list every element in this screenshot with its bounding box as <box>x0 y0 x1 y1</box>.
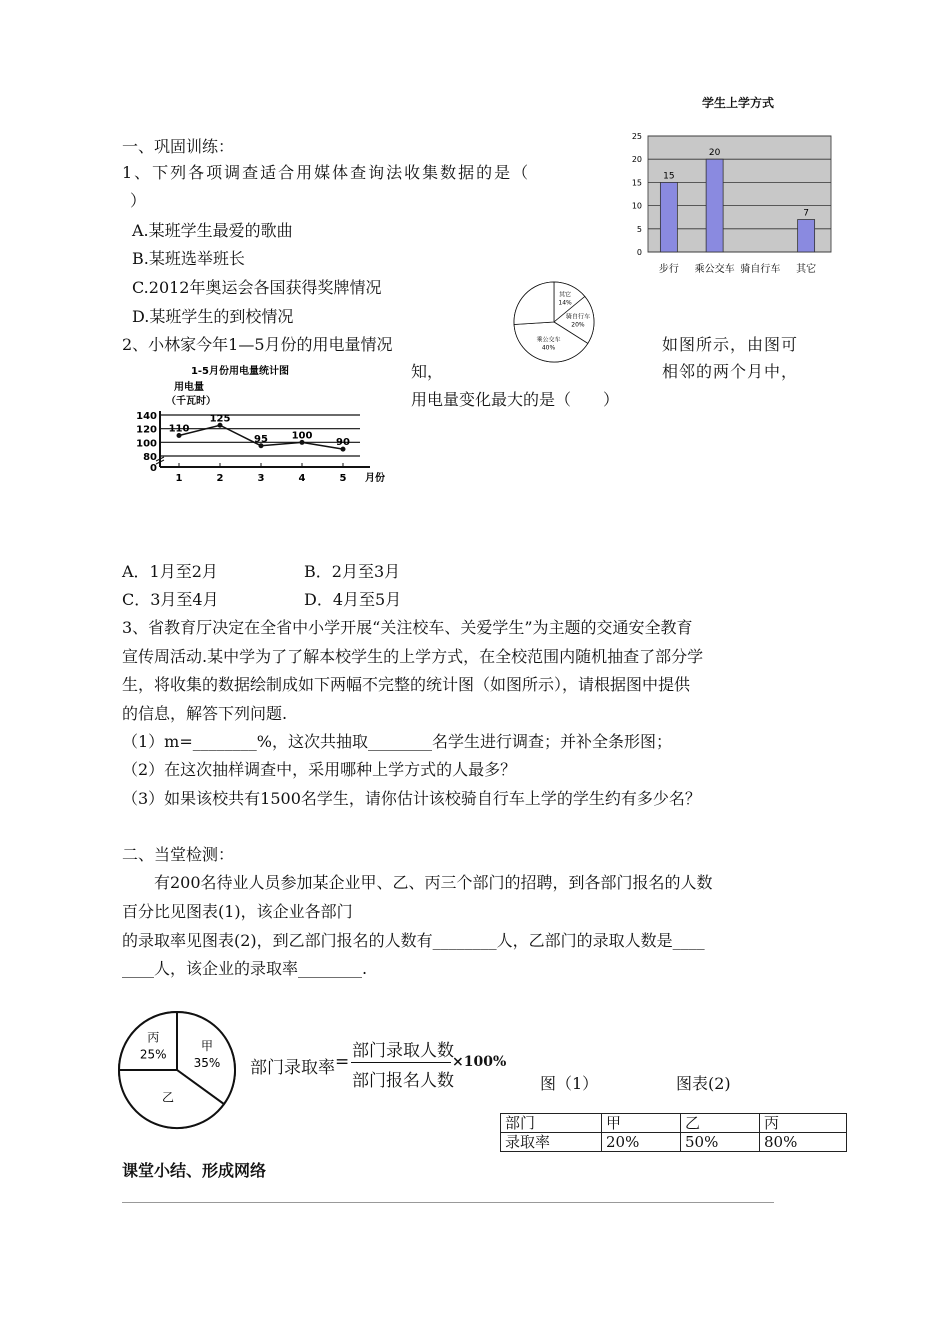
commute-pie-chart <box>512 280 602 370</box>
formula-fraction-bar <box>351 1062 451 1063</box>
pie-slice <box>514 282 554 325</box>
admission-rate-table <box>500 1113 847 1152</box>
section2-line-2: 百分比见图表(1)，该企业各部门 <box>122 902 353 921</box>
data-label: 95 <box>254 433 268 445</box>
slice-label: 丙 25% <box>139 1030 167 1062</box>
table-row <box>501 1114 847 1133</box>
x-axis-label: 月份 <box>365 473 385 484</box>
bar <box>660 182 677 252</box>
q1-option-b: B.某班选举班长 <box>132 249 245 268</box>
section1-heading: 一、巩固训练： <box>122 137 235 156</box>
bar-chart-title: 学生上学方式 <box>702 96 775 110</box>
y-tick-label: 5 <box>636 224 642 234</box>
q2-stem-right-3: 用电量变化最大的是（ ） <box>411 390 620 409</box>
q1-stem-end: ） <box>130 191 147 210</box>
table-cell: 录取率 <box>501 1133 602 1152</box>
q2-option-c: C．3月至4月 <box>122 590 219 609</box>
data-label: 125 <box>209 413 231 425</box>
x-tick-label: 4 <box>298 473 306 484</box>
y-tick-label: 10 <box>631 201 642 211</box>
data-label: 90 <box>336 437 350 449</box>
x-tick-label: 其它 <box>796 264 817 275</box>
table-cell: 乙 <box>681 1114 760 1133</box>
section2-line-3: 的录取率见图表(2)，到乙部门报名的人数有________人，乙部门的录取人数是____ <box>122 931 705 950</box>
slice-label: 骑自行车 20% <box>565 313 590 329</box>
section2-line-4: ____人，该企业的录取率________. <box>122 959 368 978</box>
bar <box>798 220 815 252</box>
q2-option-a: A．1月至2月 <box>122 562 218 581</box>
slice-label: 乙 <box>162 1090 175 1105</box>
table-cell: 丙 <box>760 1114 847 1133</box>
x-tick-label: 3 <box>257 473 265 484</box>
section2-line-1: 有200名待业人员参加某企业甲、乙、丙三个部门的招聘，到各部门报名的人数 <box>154 873 713 892</box>
y-tick-label: 100 <box>136 438 157 450</box>
data-label: 100 <box>291 430 313 442</box>
data-label: 7 <box>803 208 809 219</box>
y-tick-label: 0 <box>636 248 642 257</box>
line-chart-title: 1-5月份用电量统计图 <box>190 366 290 377</box>
electricity-line-chart <box>132 364 392 494</box>
y-tick-label: 0 <box>150 463 157 474</box>
formula-numerator: 部门录取人数 <box>352 1041 454 1061</box>
y-tick-label: 140 <box>136 411 157 422</box>
table-row <box>501 1133 847 1152</box>
slice-label: 甲 35% <box>193 1039 221 1071</box>
department-pie-chart <box>113 1005 243 1135</box>
y-tick-label: 120 <box>136 424 157 436</box>
y-axis-unit: （千瓦时） <box>166 396 216 407</box>
section2-heading: 二、当堂检测： <box>122 845 235 864</box>
fig1-label: 图（1） <box>540 1074 599 1093</box>
q2-stem-right-1: 如图所示，由图可 <box>662 335 799 354</box>
x-tick-label: 乘公交车 <box>694 264 735 275</box>
formula-eq: = <box>335 1052 350 1072</box>
q1-option-a: A.某班学生最爱的歌曲 <box>132 221 293 240</box>
summary-heading: 课堂小结、形成网络 <box>122 1161 267 1180</box>
table-cell: 部门 <box>501 1114 602 1133</box>
formula-times: ×100% <box>452 1054 507 1070</box>
table-cell: 50% <box>681 1133 760 1152</box>
q1-stem: 1、下列各项调查适合用媒体查询法收集数据的是（ <box>122 163 531 182</box>
fig2-label: 图表(2) <box>676 1074 731 1093</box>
y-axis-label: 用电量 <box>174 382 204 393</box>
table-cell: 20% <box>602 1133 681 1152</box>
divider <box>122 1202 774 1203</box>
formula-lhs: 部门录取率 <box>250 1058 335 1078</box>
x-tick-label: 5 <box>339 473 347 484</box>
table-cell: 80% <box>760 1133 847 1152</box>
bar-chart <box>615 128 845 288</box>
table-cell: 甲 <box>602 1114 681 1133</box>
q3-sub-1: （1）m=________%，这次共抽取________名学生进行调查；并补全条形图； <box>122 732 672 751</box>
y-tick-label: 80 <box>143 452 157 463</box>
q3-sub-2: （2）在这次抽样调查中，采用哪种上学方式的人最多？ <box>122 760 517 779</box>
y-tick-label: 25 <box>631 132 642 141</box>
q3-sub-3: （3）如果该校共有1500名学生，请你估计该校骑自行车上学的学生约有多少名？ <box>122 789 701 808</box>
y-tick-label: 20 <box>631 155 642 165</box>
data-label: 20 <box>708 148 721 159</box>
q2-stem-right-2a: 知， <box>411 362 444 381</box>
q1-option-d: D.某班学生的到校情况 <box>132 307 294 326</box>
slice-label: 其它 14% <box>558 291 572 307</box>
q3-line-3: 生，将收集的数据绘制成如下两幅不完整的统计图（如图所示），请根据图中提供 <box>122 675 691 694</box>
x-tick-label: 骑自行车 <box>740 264 781 275</box>
slice-label: 乘公交车 40% <box>536 336 561 352</box>
x-tick-label: 1 <box>175 473 183 484</box>
q3-line-4: 的信息，解答下列问题. <box>122 704 288 723</box>
data-label: 15 <box>663 171 675 182</box>
bar <box>706 159 723 252</box>
x-tick-label: 步行 <box>658 264 679 275</box>
q2-stem-left: 2、小林家今年1—5月份的用电量情况 <box>122 335 393 354</box>
q2-stem-right-2b: 相邻的两个月中， <box>662 362 799 381</box>
formula-denominator: 部门报名人数 <box>352 1071 454 1091</box>
y-tick-label: 15 <box>631 178 642 188</box>
q3-line-2: 宣传周活动.某中学为了了解本校学生的上学方式，在全校范围内随机抽查了部分学 <box>122 647 704 666</box>
data-label: 110 <box>168 423 190 435</box>
q2-option-b: B．2月至3月 <box>304 562 401 581</box>
q3-line-1: 3、省教育厅决定在全省中小学开展“关注校车、关爱学生”为主题的交通安全教育 <box>122 618 693 637</box>
q2-option-d: D．4月至5月 <box>304 590 402 609</box>
x-tick-label: 2 <box>216 473 224 484</box>
q1-option-c: C.2012年奥运会各国获得奖牌情况 <box>132 278 382 297</box>
